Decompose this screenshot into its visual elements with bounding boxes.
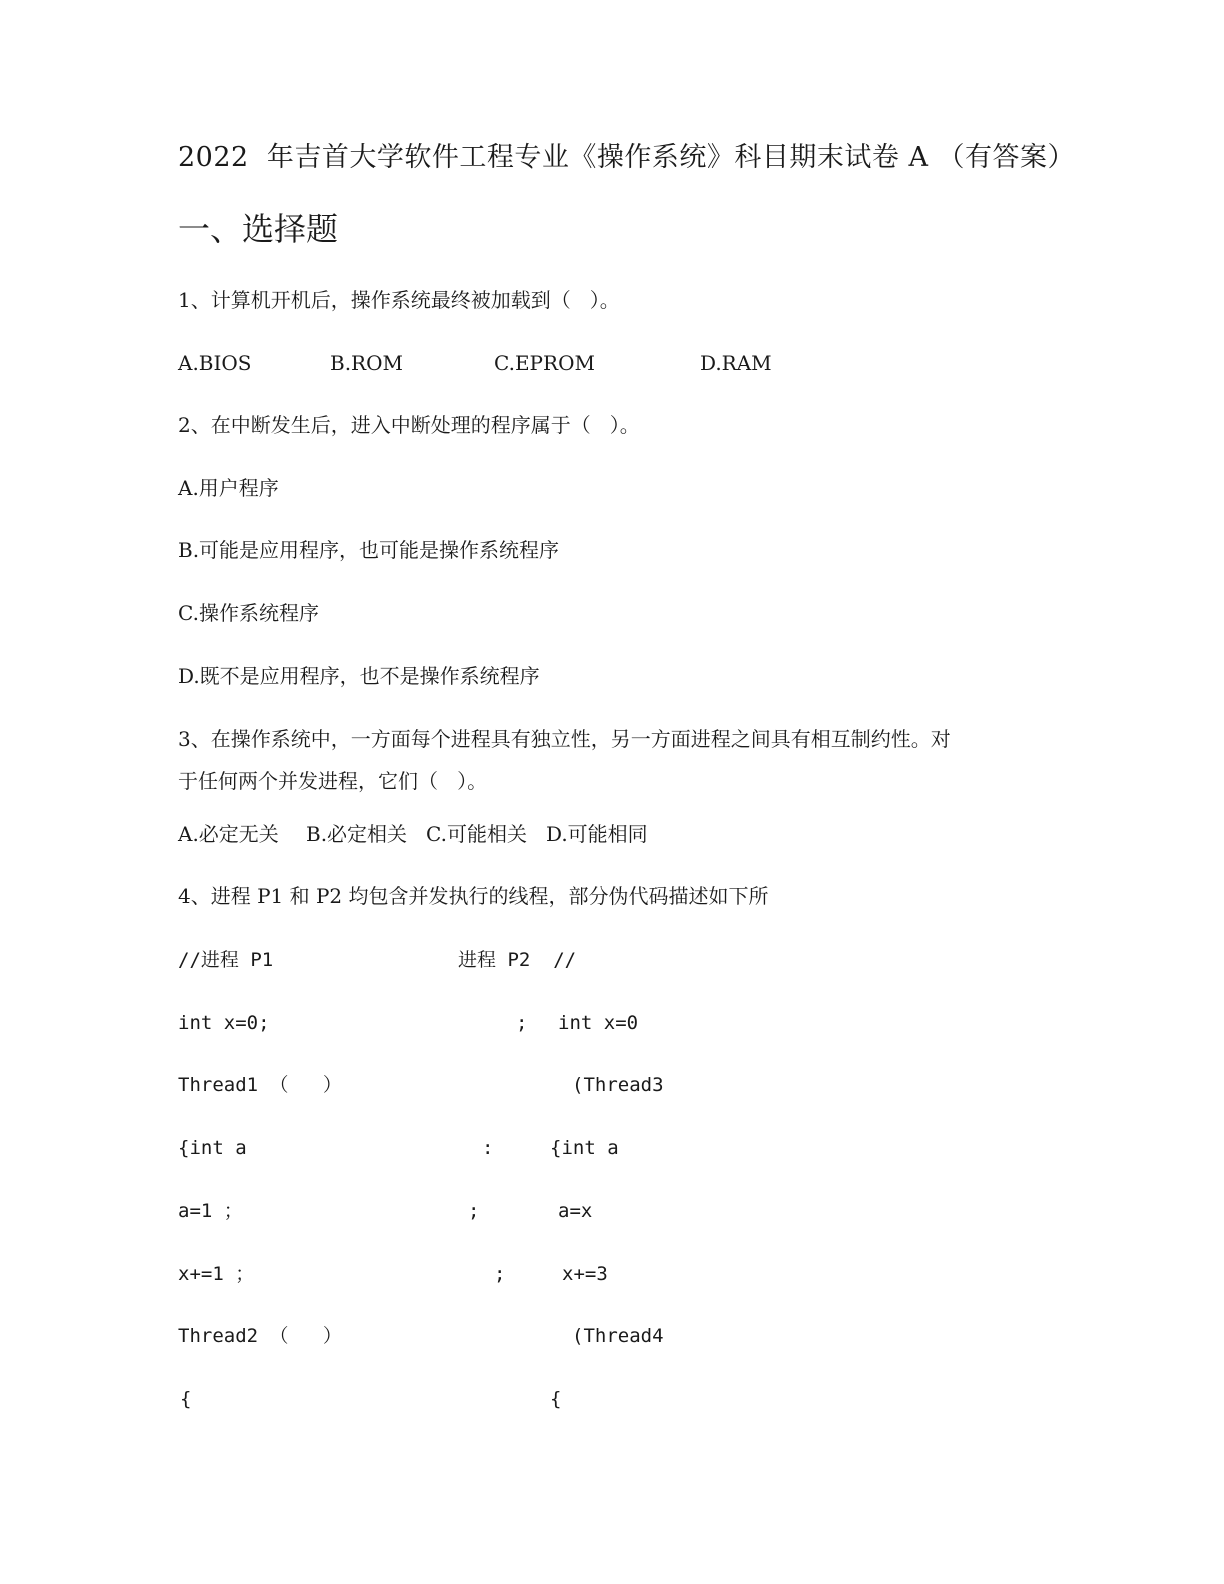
section-heading: 一、选择题 xyxy=(178,210,339,248)
code-row-6-sep: ; xyxy=(494,1263,506,1285)
code-row-5-sep: ; xyxy=(468,1200,480,1222)
question-3-option-d: D.可能相同 xyxy=(546,822,648,846)
question-3-option-b: B.必定相关 xyxy=(306,822,408,846)
question-1-option-d: D.RAM xyxy=(700,351,772,375)
document-title: 2022 年吉首大学软件工程专业《操作系统》科目期末试卷 A （有答案） xyxy=(178,142,1076,173)
code-row-6-right: x+=3 xyxy=(562,1263,608,1285)
code-row-4-sep: : xyxy=(482,1137,494,1159)
question-2-option-c: C.操作系统程序 xyxy=(178,601,319,625)
code-row-5-right: a=x xyxy=(558,1200,593,1222)
code-row-4-left: {int a xyxy=(178,1137,247,1159)
code-row-2-right: int x=0 xyxy=(558,1012,639,1034)
question-2-stem: 2、在中断发生后，进入中断处理的程序属于（ ）。 xyxy=(178,413,640,437)
code-row-1-right: 进程 P2 // xyxy=(458,949,577,971)
code-row-2-sep: ; xyxy=(516,1012,528,1034)
code-row-7-right: (Thread4 xyxy=(572,1325,664,1347)
code-row-4-right: {int a xyxy=(550,1137,619,1159)
question-1-stem: 1、计算机开机后，操作系统最终被加载到（ ）。 xyxy=(178,288,620,312)
question-4-stem: 4、进程 P1 和 P2 均包含并发执行的线程，部分伪代码描述如下所 xyxy=(178,884,769,908)
question-2-option-d: D.既不是应用程序，也不是操作系统程序 xyxy=(178,664,540,688)
code-row-5-left: a=1 ； xyxy=(178,1200,243,1222)
question-3-stem-line-2: 于任何两个并发进程，它们（ ）。 xyxy=(178,769,488,793)
question-1-option-a: A.BIOS xyxy=(178,351,252,375)
question-1-option-c: C.EPROM xyxy=(494,351,595,375)
question-3-stem-line-1: 3、在操作系统中，一方面每个进程具有独立性，另一方面进程之间具有相互制约性。对 xyxy=(178,727,951,751)
code-row-2-left: int x=0; xyxy=(178,1012,270,1034)
code-row-1-left: //进程 P1 xyxy=(178,949,274,971)
question-3-option-c: C.可能相关 xyxy=(426,822,527,846)
code-row-3-left: Thread1 （ ） xyxy=(178,1074,342,1096)
question-3-option-a: A.必定无关 xyxy=(178,822,279,846)
code-row-8-right: { xyxy=(550,1388,562,1410)
question-2-option-b: B.可能是应用程序，也可能是操作系统程序 xyxy=(178,538,560,562)
code-row-6-left: x+=1 ； xyxy=(178,1263,255,1285)
code-row-7-left: Thread2 （ ） xyxy=(178,1325,342,1347)
code-row-8-left: { xyxy=(180,1388,192,1410)
question-1-option-b: B.ROM xyxy=(330,351,403,375)
question-2-option-a: A.用户程序 xyxy=(178,476,279,500)
code-row-3-right: (Thread3 xyxy=(572,1074,664,1096)
